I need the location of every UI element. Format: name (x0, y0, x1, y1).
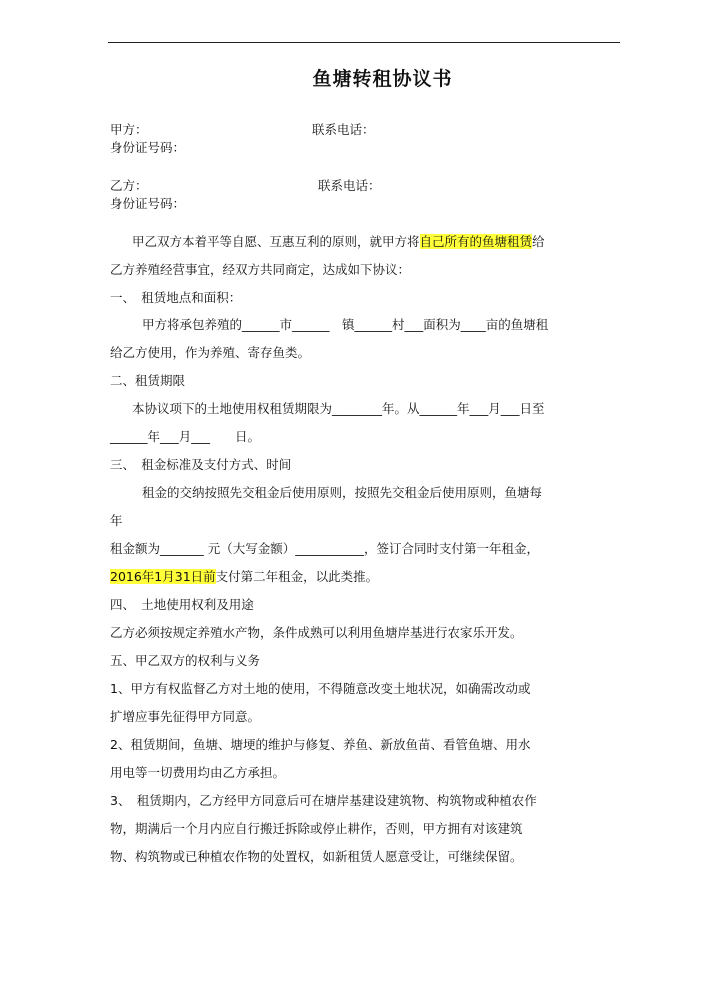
intro-text-post: 给 (532, 234, 545, 249)
section-4-line-1: 乙方必须按规定养殖水产物，条件成熟可以利用鱼塘岸基进行农家乐开发。 (110, 625, 523, 640)
section-5-item-1-line-1: 1、甲方有权监督乙方对土地的使用，不得随意改变土地状况，如确需改动或 (110, 681, 531, 696)
section-2-line-2: ______年___月___ 日。 (110, 429, 261, 444)
section-3-line-4-text: 支付第二年租金，以此类推。 (215, 569, 379, 584)
section-1-line-1: 甲方将承包养殖的______市______ 镇______村___面积为____亩的鱼塘租 (142, 317, 549, 332)
section-5-item-3-line-2: 物，期满后一个月内应自行搬迁拆除或停止耕作，否则，甲方拥有对该建筑 (110, 821, 523, 836)
section-5-item-3-line-1: 3、 租赁期内，乙方经甲方同意后可在塘岸基建设建筑物、构筑物或种植农作 (110, 793, 537, 808)
due-date-highlight: 2016年1月31日前 (110, 569, 216, 584)
section-2-heading: 二、租赁期限 (110, 373, 186, 388)
section-4-heading: 四、 土地使用权利及用途 (110, 597, 254, 612)
section-3-line-3: 租金额为_______ 元（大写金额）___________，签订合同时支付第一年租金， (110, 541, 539, 556)
section-5-item-2-line-1: 2、租赁期间，鱼塘、塘埂的维护与修复、养鱼、新放鱼苗、看管鱼塘、用水 (110, 737, 531, 752)
document-title: 鱼塘转租协议书 (312, 68, 453, 90)
section-3-line-4 (110, 569, 378, 585)
section-5-item-3-line-3: 物、构筑物或已种植农作物的处置权，如新租赁人愿意受让，可继续保留。 (110, 849, 523, 864)
section-3-heading: 三、 租金标准及支付方式、时间 (110, 457, 292, 472)
section-3-line-1: 租金的交纳按照先交租金后使用原则，按照先交租金后使用原则，鱼塘每 (142, 485, 543, 500)
intro-text-pre: 甲乙双方本着平等自愿、互惠互利的原则，就甲方将 (132, 234, 420, 249)
header-rule (108, 42, 620, 43)
section-1-heading: 一、 租赁地点和面积： (110, 290, 242, 305)
party-a-phone-label: 联系电话： (312, 122, 375, 137)
section-2-line-1: 本协议项下的土地使用权租赁期限为________年。从______年___月___日至 (132, 401, 545, 416)
section-5-item-2-line-2: 用电等一切费用均由乙方承担。 (110, 765, 286, 780)
party-b-label: 乙方： (110, 178, 148, 193)
section-1-line-2: 给乙方使用，作为养殖、寄存鱼类。 (110, 345, 311, 360)
intro-line-1 (132, 234, 545, 250)
party-a-label: 甲方： (110, 122, 148, 137)
intro-line-2: 乙方养殖经营事宜，经双方共同商定，达成如下协议： (110, 262, 411, 277)
party-a-id-label: 身份证号码： (110, 140, 186, 155)
party-b-id-label: 身份证号码： (110, 196, 186, 211)
section-5-item-1-line-2: 扩增应事先征得甲方同意。 (110, 709, 261, 724)
party-b-phone-label: 联系电话： (318, 178, 381, 193)
section-3-line-2: 年 (110, 513, 123, 528)
intro-highlight: 自己所有的鱼塘租赁 (419, 234, 533, 249)
section-5-heading: 五、甲乙双方的权利与义务 (110, 653, 261, 668)
